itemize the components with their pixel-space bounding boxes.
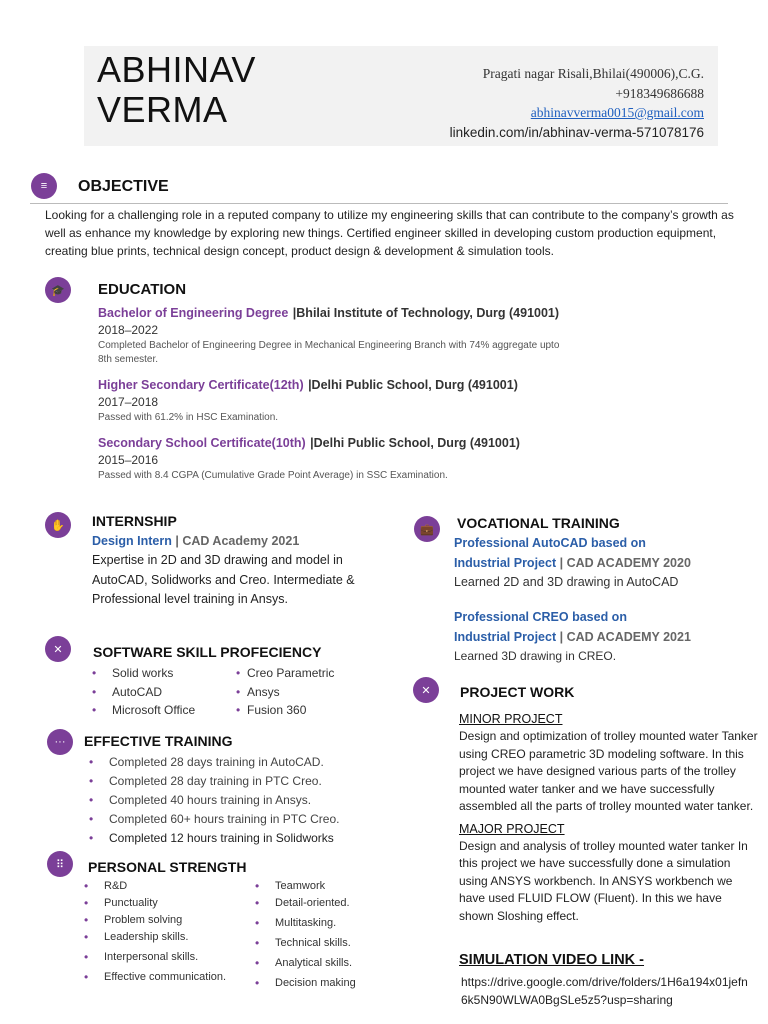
grid-icon: ⠿ [47, 851, 73, 877]
strength-list-2: • Teamwork • Detail-oriented. • Multitasking. • Technical skills. • Analytical skills. • Decision making [253, 878, 356, 992]
training-title: EFFECTIVE TRAINING [84, 733, 233, 749]
email-link[interactable]: abhinavverma0015@gmail.com [530, 105, 704, 120]
software-list-2: • Creo Parametric • Ansys • Fusion 360 [234, 664, 334, 720]
major-project-head: MAJOR PROJECT [459, 821, 565, 836]
address: Pragati nagar Risali,Bhilai(490006),C.G. [482, 66, 704, 81]
vocational-item-1: Professional AutoCAD based on Industrial Project | CAD ACADEMY 2020 Learned 2D and 3D drawing in AutoCAD [454, 536, 691, 589]
education-item-1: Bachelor of Engineering Degree |Bhilai Institute of Technology, Durg (491001) 2018–2022 Completed Bachelor of Engineering Degree in Mechanical Engineering Branch with 74% aggregate upto 8th semester. [98, 306, 560, 365]
project-title: PROJECT WORK [460, 684, 575, 700]
video-title: SIMULATION VIDEO LINK - [459, 952, 645, 968]
list-icon: ≡ [31, 173, 57, 199]
vocational-item-2: Professional CREO based on Industrial Project | CAD ACADEMY 2021 Learned 3D drawing in CREO. [454, 610, 691, 663]
software-title: SOFTWARE SKILL PROFECIENCY [93, 644, 322, 660]
video-link[interactable]: https://drive.google.com/drive/folders/1H6a194x01jefn6k5N90WLWA0BgSLe5z5?usp=sharing [461, 975, 748, 1007]
graduation-cap-icon: 🎓 [45, 277, 71, 303]
objective-divider [30, 203, 728, 204]
project-block [459, 711, 759, 925]
education-item-3: Secondary School Certificate(10th) |Delhi Public School, Durg (491001) 2015–2016 Passed with 8.4 CGPA (Cumulative Grade Point Average) in SSC Examination. [98, 436, 520, 481]
strength-list-1: • R&D • Punctuality • Problem solving • Leadership skills. • Interpersonal skills. • Effective communication. [82, 878, 226, 986]
minor-project-text: Design and optimization of trolley mounted water Tanker using CREO parametric 3D modeling software. In this project we have designed various parts of the trolley mounted water tanker and we have successfully assembled all the parts of trolley mounted water tanker. [459, 729, 758, 813]
handshake-icon: ✋ [45, 512, 71, 538]
strength-title: PERSONAL STRENGTH [88, 859, 247, 875]
education-item-2: Higher Secondary Certificate(12th) |Delhi Public School, Durg (491001) 2017–2018 Passed with 61.2% in HSC Examination. [98, 378, 518, 423]
training-list: • Completed 28 days training in AutoCAD. • Completed 28 day training in PTC Creo. • Completed 40 hours training in Ansys. • Completed 60+ hours training in PTC Creo. • Completed 12 hours training in Solidworks [87, 753, 339, 848]
software-list-1: • Solid works • AutoCAD • Microsoft Office [90, 664, 195, 720]
vocational-title: VOCATIONAL TRAINING [457, 515, 620, 531]
briefcase-icon: 💼 [414, 516, 440, 542]
objective-text: Looking for a challenging role in a reputed company to utilize my engineering skills that can contribute to the company’s growth as well as enhance my knowledge by exploring new things. Certified engineer skilled in developing custom production equipment, creating blue prints, technical design concept, product design & development & simulation tools. [45, 208, 734, 258]
contact-block [450, 64, 704, 142]
objective-title: OBJECTIVE [78, 178, 169, 195]
internship-block: Design Intern | CAD Academy 2021 Expertise in 2D and 3D drawing and model in AutoCAD, Solidworks and Creo. Intermediate & Professional level training in Ansys. [92, 534, 355, 606]
linkedin-url: linkedin.com/in/abhinav-verma-571078176 [449, 124, 704, 140]
tools-icon: ✕ [45, 636, 71, 662]
internship-title: INTERNSHIP [92, 513, 177, 529]
education-title: EDUCATION [98, 281, 187, 298]
major-project-text: Design and analysis of trolley mounted water tanker In this project we have successfully done a simulation using ANSYS workbench. In ANSYS workbench we have used FLUID FLOW (Fluent). In this we have shown Sloshing effect. [459, 838, 748, 923]
candidate-name: ABHINAV VERMA [97, 49, 256, 130]
tools-icon-2: ✕ [413, 677, 439, 703]
phone: +918349686688 [615, 85, 704, 101]
minor-project-head: MINOR PROJECT [459, 712, 563, 726]
more-icon: ··· [47, 729, 73, 755]
